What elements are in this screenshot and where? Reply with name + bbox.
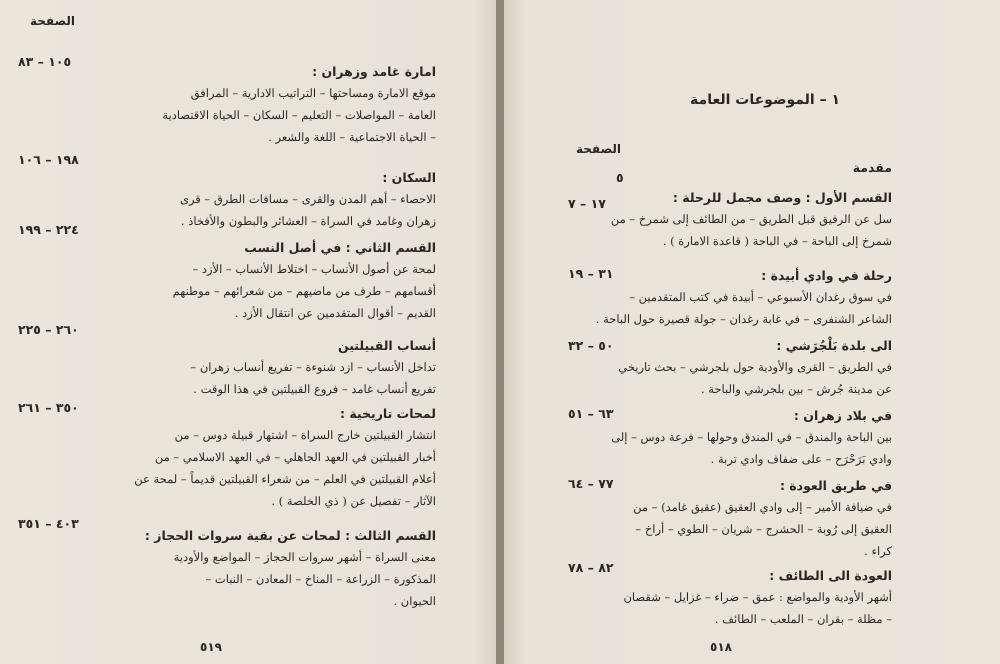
- entry-line: سل عن الرفيق قبل الطريق – من الطائف إلى شمرخ – من: [610, 212, 892, 226]
- entry-heading: العودة الى الطائف :: [769, 568, 892, 583]
- entry-heading: في بلاد زهران :: [793, 408, 892, 423]
- toc-entry: [162, 62, 436, 148]
- intro-page-number: ٥: [616, 170, 624, 185]
- page-518: [504, 0, 1000, 664]
- entry-line: تفريع أنساب غامد – فروع القبيلتين في هذا الوقت .: [193, 382, 436, 396]
- toc-entry: [144, 526, 436, 612]
- entry-line: أقسامهم – طرف من ماضيهم – من شعرائهم – موطنهم: [172, 284, 436, 298]
- entry-line: لمحة عن أصول الأنساب – اختلاط الأنساب – الأزد –: [192, 262, 436, 276]
- entry-heading: السكان :: [382, 170, 436, 185]
- entry-line: معنى السراة – أشهر سروات الحجاز – المواضع والأودية: [173, 550, 436, 564]
- entry-page-range: ١٧ – ٧: [568, 196, 606, 211]
- entry-line: موقع الامارة ومساحتها – التراتيب الادارية – المرافق: [190, 86, 436, 100]
- entry-line: الشاعر الشنفرى – في غابة رغدان – جولة قصيرة حول الباحة .: [595, 312, 892, 326]
- toc-entry: [612, 476, 892, 562]
- toc-entry: [134, 404, 436, 512]
- page-519: [0, 0, 496, 664]
- entry-line: تداخل الأنساب – ازد شنوءة – تفريع أنساب زهران –: [190, 360, 436, 374]
- entry-page-range: ١٠٥ – ٨٣: [18, 54, 72, 69]
- toc-entry: [612, 188, 892, 252]
- entry-heading: أنساب القبيلتين: [337, 338, 436, 353]
- toc-entry: [612, 566, 892, 630]
- entry-line: أشهر الأودية والمواضع : عمق – ضراء – غزايل – شقصان: [623, 590, 892, 604]
- entry-line: في الطريق – القرى والأودية حول بلجرشي – بحث تاريخي: [618, 360, 892, 374]
- entry-line: الاحصاء – أهم المدن والقرى – مسافات الطرق – قرى: [179, 192, 436, 206]
- entry-page-range: ٢٢٤ – ١٩٩: [18, 222, 79, 237]
- toc-entry: [595, 266, 892, 330]
- entry-line: أخبار القبيلتين في العهد الجاهلي – في العهد الاسلامي – من: [154, 450, 436, 464]
- page-column-label: الصفحة: [576, 142, 622, 156]
- entry-heading: رحلة في وادي أبيدة :: [761, 268, 892, 283]
- entry-heading: امارة غامد وزهران :: [312, 64, 436, 79]
- entry-line: المذكورة – الزراعة – المناخ – المعادن – النبات –: [205, 572, 436, 586]
- toc-entry: [179, 168, 436, 232]
- entry-page-range: ٢٦٠ – ٢٢٥: [18, 322, 79, 337]
- entry-page-range: ٣١ – ١٩: [568, 266, 614, 281]
- entry-line: كراء .: [864, 544, 892, 558]
- entry-line: وادي بَرَحْرَح – على ضفاف وادي تربة .: [710, 452, 892, 466]
- entry-page-range: ٦٣ – ٥١: [568, 406, 614, 421]
- entry-line: زهران وغامد في السراة – العشائر والبطون والأفخاذ .: [180, 214, 436, 228]
- entry-page-range: ١٩٨ – ١٠٦: [18, 152, 79, 167]
- entry-page-range: ٤٠٣ – ٣٥١: [18, 516, 79, 531]
- page-number: ٥١٨: [710, 640, 732, 654]
- book-gutter: [496, 0, 504, 664]
- entry-heading: الى بلدة بَلْجُرَشي :: [776, 338, 892, 353]
- entry-line: – مظلة – بقران – الملعب – الطائف .: [714, 612, 892, 626]
- entry-line: – الحياة الاجتماعية – اللغة والشعر .: [268, 130, 436, 144]
- entry-line: في سوق رغدان الأسبوعي – أبيدة في كتب المتقدمين –: [629, 290, 892, 304]
- toc-entry: [172, 238, 436, 324]
- entry-heading: القسم الأول : وصف مجمل للرحلة :: [672, 190, 892, 205]
- entry-line: شمرخ إلى الباحة – في الباحة ( قاعدة الامارة ) .: [662, 234, 892, 248]
- page-column-label: الصفحة: [30, 14, 76, 28]
- entry-line: في ضيافة الأمير – إلى وادي العقيق (عقيق غامد) – من: [633, 500, 892, 514]
- entry-page-range: ٨٢ – ٧٨: [568, 560, 614, 575]
- entry-line: الحيوان .: [393, 594, 436, 608]
- entry-heading: لمحات تاريخية :: [339, 406, 436, 421]
- entry-page-range: ٣٥٠ – ٢٦١: [18, 400, 79, 415]
- entry-heading: القسم الثالث : لمحات عن بقية سروات الحجاز :: [144, 528, 436, 543]
- entry-heading: في طريق العودة :: [779, 478, 892, 493]
- page-title: ١ – الموضوعات العامة: [690, 92, 840, 108]
- entry-line: عن مدينة جُرش – بين بلجرشي والباحة .: [700, 382, 892, 396]
- entry-line: العقيق إلى رُوبة – الحشرج – شريان – الطوي – أراخ –: [635, 522, 892, 536]
- entry-page-range: ٧٧ – ٦٤: [568, 476, 614, 491]
- toc-entry: [612, 406, 892, 470]
- entry-line: بين الباحة والمندق – في المندق وحولها – فرعة دوس – إلى: [611, 430, 892, 444]
- entry-line: الآثار – تفصيل عن ( ذي الخلصة ) .: [271, 494, 436, 508]
- entry-line: القديم – أقوال المتقدمين عن انتقال الأزد .: [234, 306, 436, 320]
- entry-line: انتشار القبيلتين خارج السراة – اشتهار قبيلة دوس – من: [174, 428, 436, 442]
- toc-entry: [186, 336, 436, 400]
- intro-heading: مقدمة: [852, 160, 892, 175]
- toc-entry: [612, 336, 892, 400]
- page-number: ٥١٩: [200, 640, 222, 654]
- entry-line: أعلام القبيلتين في العلم – من شعراء القبيلتين قديماً – لمحة عن: [134, 472, 436, 486]
- entry-line: العامة – المواصلات – التعليم – السكان – الحياة الاقتصادية: [162, 108, 436, 122]
- entry-page-range: ٥٠ – ٣٢: [568, 338, 614, 353]
- entry-heading: القسم الثاني : في أصل النسب: [244, 240, 436, 255]
